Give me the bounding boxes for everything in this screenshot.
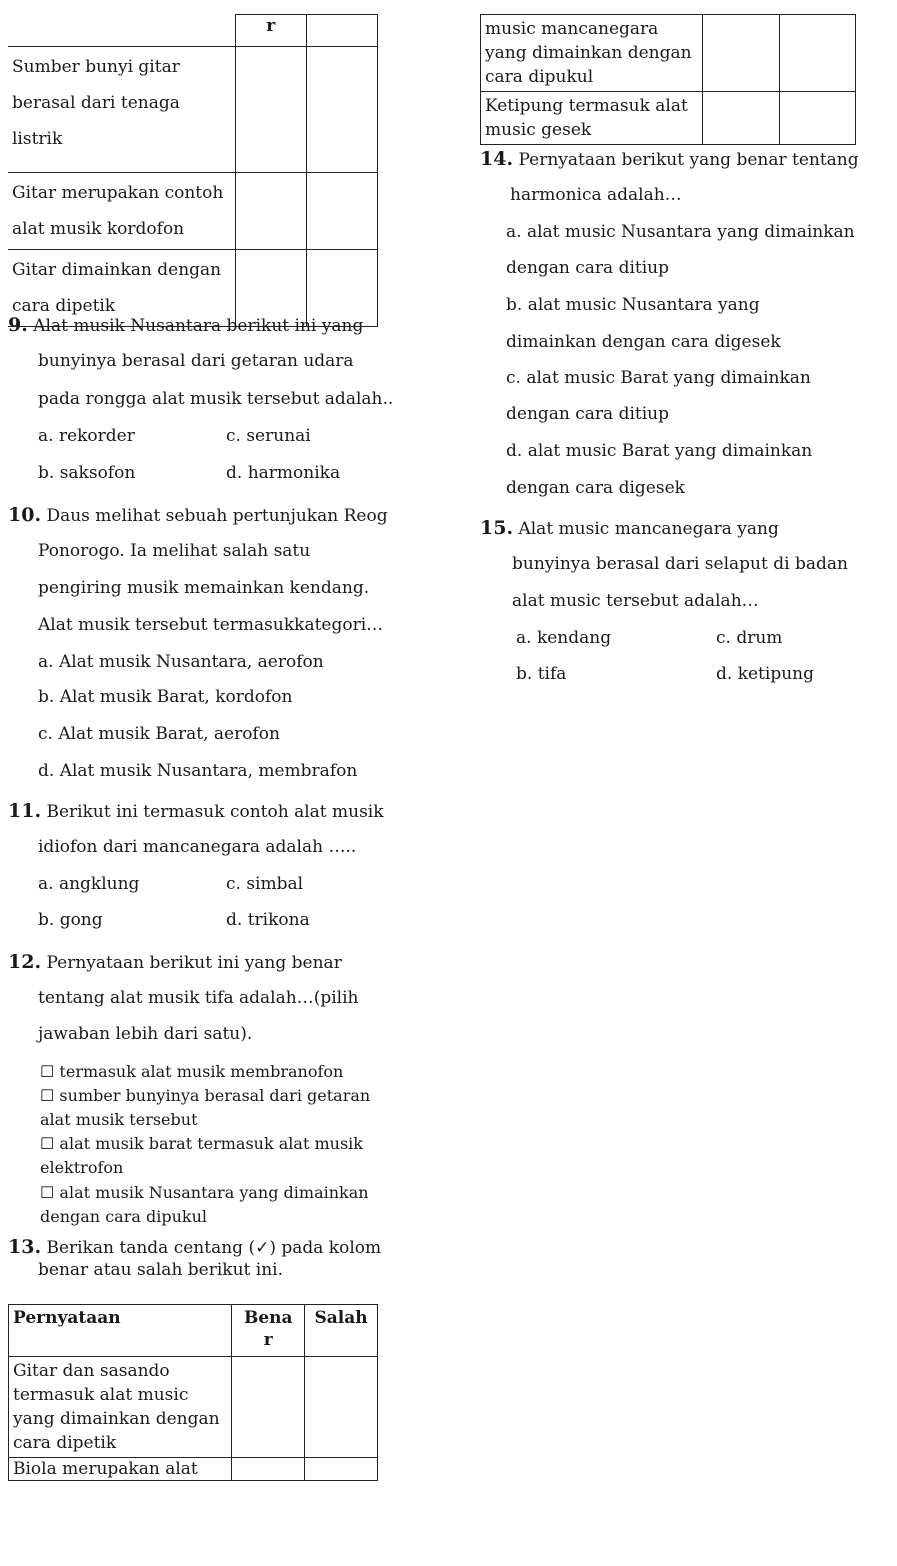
checkbox-option-3[interactable]: ☐ alat musik barat termasuk alat musik [40, 1134, 363, 1153]
question-13: 13. Berikan tanda centang (✓) pada kolom [8, 1236, 382, 1258]
header-r: r [235, 15, 306, 47]
table-cell-salah[interactable] [306, 47, 377, 173]
table-cell-salah[interactable] [779, 15, 855, 92]
option-d[interactable]: d. ketipung [716, 664, 814, 684]
question-9-line: pada rongga alat musik tersebut adalah.. [38, 389, 394, 409]
table-cell-benar[interactable] [232, 1458, 305, 1481]
question-14: 14. Pernyataan berikut yang benar tentang [480, 148, 859, 170]
table-cell-statement: Gitar dan sasando termasuk alat music yang dimainkan dengan cara dipetik [9, 1357, 232, 1458]
top-left-table [8, 14, 378, 327]
table-cell-statement: Gitar dimainkan dengan cara dipetik [8, 250, 235, 327]
checkbox-option-1[interactable]: ☐ termasuk alat musik membranofon [40, 1062, 344, 1081]
option-c[interactable]: c. drum [716, 628, 783, 648]
table-cell-salah[interactable] [779, 92, 855, 145]
option-b[interactable]: b. alat music Nusantara yang [506, 295, 760, 315]
table-cell-statement: Biola merupakan alat [9, 1458, 232, 1481]
table-cell-salah[interactable] [305, 1357, 378, 1458]
option-a[interactable]: a. Alat musik Nusantara, aerofon [38, 652, 324, 672]
option-b[interactable]: b. Alat musik Barat, kordofon [38, 687, 293, 707]
header-salah: Salah [305, 1305, 378, 1357]
table-cell-statement: Gitar merupakan contoh alat musik kordofon [8, 173, 235, 250]
table-cell-salah[interactable] [306, 173, 377, 250]
question-15: 15. Alat music mancanegara yang [480, 517, 779, 539]
header-benar: Bena r [232, 1305, 305, 1357]
table-cell-statement: music mancanegara yang dimainkan dengan cara dipukul [481, 15, 703, 92]
table-cell-statement: Sumber bunyi gitar berasal dari tenaga listrik [8, 47, 235, 173]
option-b[interactable]: b. gong [38, 910, 103, 930]
question-9-line: bunyinya berasal dari getaran udara [38, 351, 354, 371]
top-right-table [480, 14, 856, 145]
option-c[interactable]: c. simbal [226, 874, 304, 894]
option-b[interactable]: b. tifa [516, 664, 567, 684]
option-b[interactable]: b. saksofon [38, 463, 136, 483]
option-d[interactable]: d. harmonika [226, 463, 341, 483]
table-cell-benar[interactable] [232, 1357, 305, 1458]
question-12: 12. Pernyataan berikut ini yang benar [8, 951, 342, 973]
question-11: 11. Berikut ini termasuk contoh alat musik [8, 800, 384, 822]
option-a[interactable]: a. alat music Nusantara yang dimainkan [506, 222, 855, 242]
option-c[interactable]: c. serunai [226, 426, 311, 446]
table-cell-benar[interactable] [703, 92, 779, 145]
table-cell-statement: Ketipung termasuk alat music gesek [481, 92, 703, 145]
checkbox-option-2[interactable]: ☐ sumber bunyinya berasal dari getaran [40, 1086, 371, 1105]
option-a[interactable]: a. kendang [516, 628, 612, 648]
option-a[interactable]: a. angklung [38, 874, 140, 894]
q13-table [8, 1304, 378, 1481]
table-cell-benar[interactable] [235, 173, 306, 250]
option-d[interactable]: d. Alat musik Nusantara, membrafon [38, 761, 358, 781]
question-10: 10. Daus melihat sebuah pertunjukan Reog [8, 504, 388, 526]
question-9: 9. Alat musik Nusantara berikut ini yang [8, 314, 364, 336]
option-d[interactable]: d. alat music Barat yang dimainkan [506, 441, 813, 461]
option-c[interactable]: c. Alat musik Barat, aerofon [38, 724, 280, 744]
checkbox-option-4[interactable]: ☐ alat musik Nusantara yang dimainkan [40, 1183, 369, 1202]
option-a[interactable]: a. rekorder [38, 426, 135, 446]
header-pernyataan: Pernyataan [9, 1305, 232, 1357]
table-cell-benar[interactable] [235, 47, 306, 173]
table-cell-benar[interactable] [703, 15, 779, 92]
table-cell-salah[interactable] [305, 1458, 378, 1481]
option-c[interactable]: c. alat music Barat yang dimainkan [506, 368, 811, 388]
option-d[interactable]: d. trikona [226, 910, 310, 930]
